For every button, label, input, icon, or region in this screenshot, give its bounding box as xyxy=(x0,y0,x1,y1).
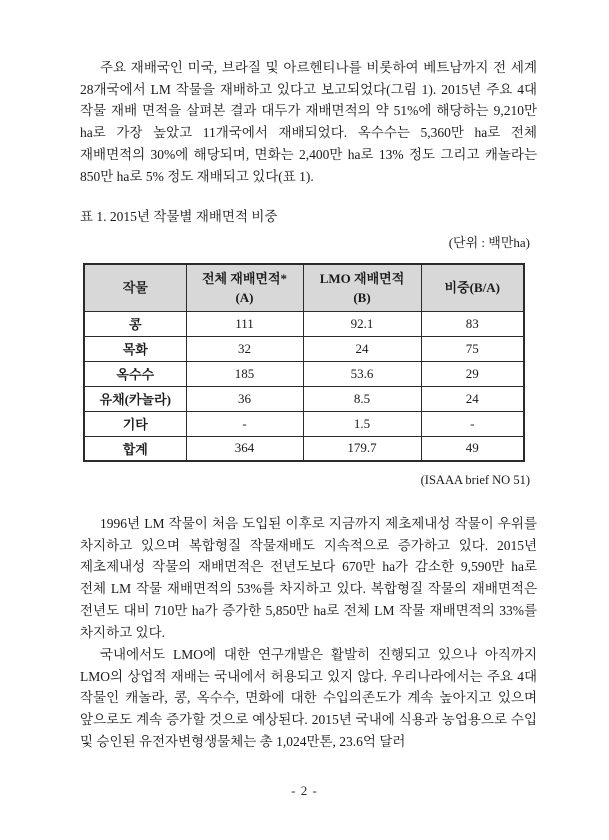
cell-total-area: 111 xyxy=(186,311,303,336)
table-row xyxy=(84,386,524,411)
cell-ratio: - xyxy=(421,411,524,436)
cell-ratio: 24 xyxy=(421,386,524,411)
table-row xyxy=(84,361,524,386)
cell-ratio: 49 xyxy=(421,436,524,461)
header-lmo-area-line1: LMO 재배면적 xyxy=(319,270,405,286)
table-body xyxy=(84,311,524,461)
header-lmo-area-line2: (B) xyxy=(353,289,371,305)
paragraph-1: 주요 재배국인 미국, 브라질 및 아르헨티나를 비롯하여 베트남까지 전 세계 28개국에서 LM 작물을 재배하고 있다고 보고되었다(그림 1). 2015년 주요 4대 작물 재배 면적을 살펴본 결과 대두가 재배면적의 약 51%에 해당하는 9,210만 ha로 가장 높았고 11개국에서 재배되었다. 옥수수는 5,360만 ha로 전체 재배면적의 30%에 해당되며, 면화는 2,400만 ha로 13% 정도 그리고 캐놀라는 850만 ha로 5% 정도 재배되고 있다(표 1). xyxy=(80,60,537,184)
crop-area-table xyxy=(83,263,525,462)
cell-ratio: 83 xyxy=(421,311,524,336)
cell-total-area: 364 xyxy=(186,436,303,461)
cell-crop: 유채(카놀라) xyxy=(84,386,186,411)
cell-crop: 콩 xyxy=(84,311,186,336)
cell-lmo-area: 1.5 xyxy=(303,411,421,436)
header-total-area-line2: (A) xyxy=(235,289,254,305)
source-note: (ISAAA brief NO 51) xyxy=(420,473,530,487)
table-row xyxy=(84,411,524,436)
cell-total-area: 185 xyxy=(186,361,303,386)
table-header xyxy=(84,264,524,311)
unit-note: (단위 : 백만ha) xyxy=(448,235,530,250)
cell-lmo-area: 8.5 xyxy=(303,386,421,411)
page-number: - 2 - xyxy=(291,783,318,798)
header-ratio xyxy=(421,264,524,311)
table-header-row xyxy=(84,264,524,311)
cell-crop: 옥수수 xyxy=(84,361,186,386)
header-total-area-line1: 전체 재배면적* xyxy=(201,270,288,286)
cell-lmo-area: 92.1 xyxy=(303,311,421,336)
header-crop-line1: 작물 xyxy=(122,280,148,296)
table-row xyxy=(84,436,524,461)
cell-lmo-area: 24 xyxy=(303,336,421,361)
paragraph-3: 국내에서도 LMO에 대한 연구개발은 활발히 진행되고 있으나 아직까지 LMO의 상업적 재배는 국내에서 허용되고 있지 않다. 우리나라에서는 주요 4대 작물인 캐놀라, 콩, 옥수수, 면화에 대한 수입의존도가 계속 높아지고 있으며 앞으로도 계속 증가할 것으로 예상된다. 2015년 국내에 식용과 농업용으로 수입 및 승인된 유전자변형생물체는 총 1,024만톤, 23.6억 달러 xyxy=(80,647,537,749)
cell-ratio: 75 xyxy=(421,336,524,361)
cell-ratio: 29 xyxy=(421,361,524,386)
header-total-area xyxy=(186,264,303,311)
cell-total-area: 32 xyxy=(186,336,303,361)
table-caption: 표 1. 2015년 작물별 재배면적 비중 xyxy=(80,209,278,224)
header-crop xyxy=(84,264,186,311)
cell-lmo-area: 53.6 xyxy=(303,361,421,386)
cell-total-area: - xyxy=(186,411,303,436)
cell-crop: 목화 xyxy=(84,336,186,361)
header-lmo-area xyxy=(303,264,421,311)
cell-total-area: 36 xyxy=(186,386,303,411)
table-row xyxy=(84,336,524,361)
header-ratio-line1: 비중(B/A) xyxy=(444,280,500,296)
cell-crop: 기타 xyxy=(84,411,186,436)
cell-lmo-area: 179.7 xyxy=(303,436,421,461)
cell-crop: 합계 xyxy=(84,436,186,461)
paragraph-2: 1996년 LM 작물이 처음 도입된 이후로 지금까지 제초제내성 작물이 우위를 차지하고 있으며 복합형질 작물재배도 지속적으로 증가하고 있다. 2015년 제초제내성 작물의 재배면적은 전년도보다 670만 ha가 감소한 9,590만 ha로 전체 LM 작물 재배면적의 53%를 차지하고 있다. 복합형질 작물의 재배면적은 전년도 대비 710만 ha가 증가한 5,850만 ha로 전체 LM 작물 재배면적의 33%를 차지하고 있다. xyxy=(80,516,537,640)
table-row xyxy=(84,311,524,336)
